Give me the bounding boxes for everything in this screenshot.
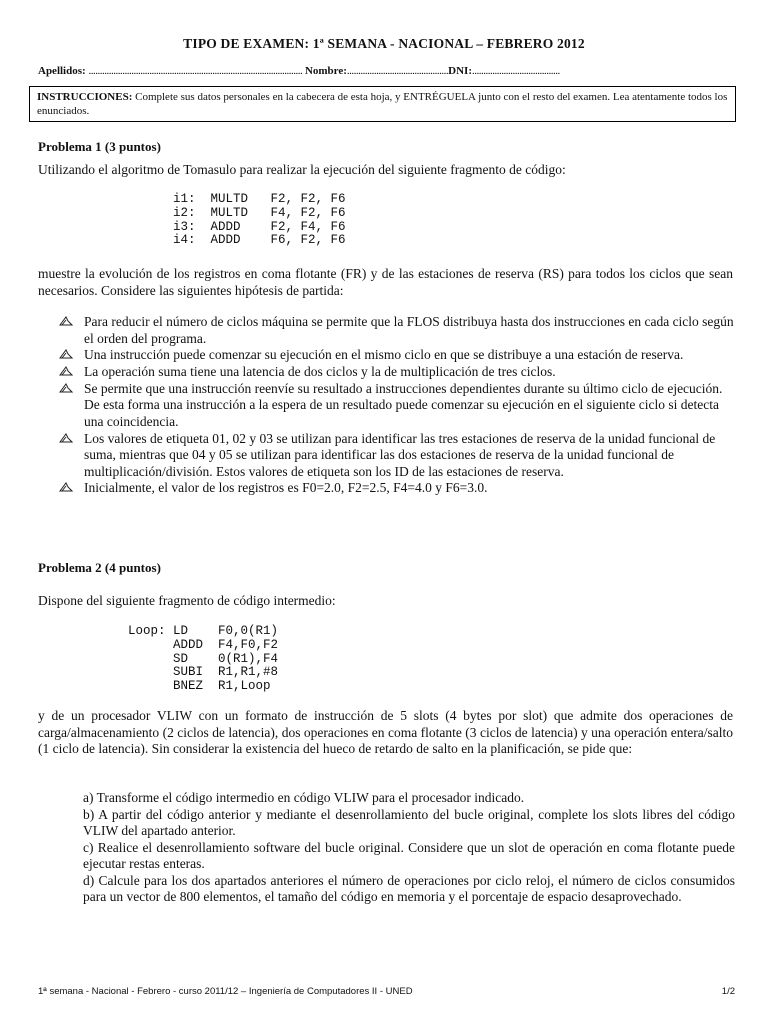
- page-footer: [38, 986, 735, 997]
- hypothesis-text: La operación suma tiene una latencia de dos ciclos y la de multiplicación de tres ciclos.: [84, 364, 556, 380]
- list-item: [56, 480, 736, 497]
- instructions-label: INSTRUCCIONES:: [37, 91, 133, 103]
- problem1-heading: Problema 1 (3 puntos): [38, 139, 161, 154]
- problem2-intro: Dispone del siguiente fragmento de código intermedio:: [38, 593, 336, 608]
- hypothesis-text: Se permite que una instrucción reenvíe su resultado a instrucciones dependientes durante su último ciclo de ejecución. De esta forma una instrucción a la espera de un resultado puede comenzar su ejecución en el siguiente ciclo si detecta una coincidencia.: [84, 380, 723, 429]
- list-item: b) A partir del código anterior y mediante el desenrollamiento del bucle original, complete los slots libres del código VLIW del apartado anterior.: [83, 806, 735, 838]
- problem1-code: i1: MULTD F2, F2, F6 i2: MULTD F4, F2, F6 i3: ADDD F2, F4, F6 i4: ADDD F6, F2, F6: [173, 192, 346, 248]
- hypothesis-text: Para reducir el número de ciclos máquina se permite que la FLOS distribuya hasta dos instrucciones en cada ciclo según el orden del programa.: [84, 314, 734, 346]
- instructions-text: Complete sus datos personales en la cabecera de esta hoja, y ENTRÉGUELA junto con el resto del examen. Lea atentamente todos los enunciados.: [37, 91, 728, 117]
- list-item: [56, 431, 736, 481]
- student-fields: [38, 65, 738, 77]
- wing-bullet-icon: [59, 382, 73, 394]
- list-item: a) Transforme el código intermedio en código VLIW para el procesador indicado.: [83, 790, 525, 805]
- wing-bullet-icon: [59, 365, 73, 377]
- hypothesis-text: Una instrucción puede comenzar su ejecución en el mismo ciclo en que se distribuye a una estación de reserva.: [84, 347, 684, 363]
- footer-text: 1ª semana - Nacional - Febrero - curso 2011/12 – Ingeniería de Computadores II - UNED: [38, 986, 413, 997]
- nombre-label: Nombre:: [304, 65, 347, 77]
- nombre-field: .............................................: [346, 65, 449, 77]
- problem2-task: y de un procesador VLIW con un formato de instrucción de 5 slots (4 bytes por slot) que admite dos operaciones de carga/almacenamiento (2 ciclos de latencia), dos operaciones en coma flotante (3 ciclos de latencia) y una operación entera/salto (1 ciclo de latencia). Sin considerar la existencia del hueco de retardo de salto en la planificación, se pide que:: [38, 708, 733, 756]
- apellidos-label: Apellidos:: [38, 65, 86, 77]
- list-item: [56, 364, 736, 381]
- wing-bullet-icon: [59, 432, 73, 444]
- problem2-code: Loop: LD F0,0(R1) ADDD F4,F0,F2 SD 0(R1),F4 SUBI R1,R1,#8 BNEZ R1,Loop: [128, 624, 279, 694]
- problem2-items: [83, 790, 735, 906]
- wing-bullet-icon: [59, 315, 73, 327]
- hypothesis-text: Inicialmente, el valor de los registros es F0=2.0, F2=2.5, F4=4.0 y F6=3.0.: [84, 480, 488, 496]
- list-item: c) Realice el desenrollamiento software del bucle original. Considere que un slot de operación en coma flotante puede ejecutar restas enteras.: [83, 839, 735, 871]
- list-item: d) Calcule para los dos apartados anteriores el número de operaciones por ciclo reloj, el número de ciclos consumidos para un vector de 800 elementos, el tamaño del código en memoria y el porcentaje de espacio desaprovechado.: [83, 872, 735, 904]
- problem1-task: muestre la evolución de los registros en coma flotante (FR) y de las estaciones de reserva (RS) para todos los ciclos que sean necesarios. Considere las siguientes hipótesis de partida:: [38, 266, 733, 298]
- hypothesis-text: Los valores de etiqueta 01, 02 y 03 se utilizan para identificar las tres estaciones de reserva de la unidad funcional de suma, mientras que 04 y 05 se utilizan para identificar las dos estaciones de reserva de la unidad funcional de multiplicación/división. Estos valores de etiqueta son los ID de las estaciones de reserva.: [84, 430, 716, 479]
- list-item: [56, 347, 736, 364]
- list-item: [56, 314, 736, 347]
- problem1-hypotheses: [56, 314, 736, 497]
- page-number: 1/2: [721, 986, 735, 997]
- apellidos-field: ...............................................................................................: [88, 65, 303, 77]
- wing-bullet-icon: [59, 348, 73, 360]
- instructions-box: [29, 86, 736, 122]
- problem2-heading: Problema 2 (4 puntos): [38, 560, 161, 575]
- dni-field: .......................................: [472, 65, 560, 77]
- list-item: [56, 381, 736, 431]
- dni-label: DNI:: [448, 65, 472, 77]
- problem1-intro: Utilizando el algoritmo de Tomasulo para realizar la ejecución del siguiente fragmento de código:: [38, 162, 566, 177]
- exam-title: TIPO DE EXAMEN: 1ª SEMANA - NACIONAL – FEBRERO 2012: [183, 36, 585, 51]
- wing-bullet-icon: [59, 481, 73, 493]
